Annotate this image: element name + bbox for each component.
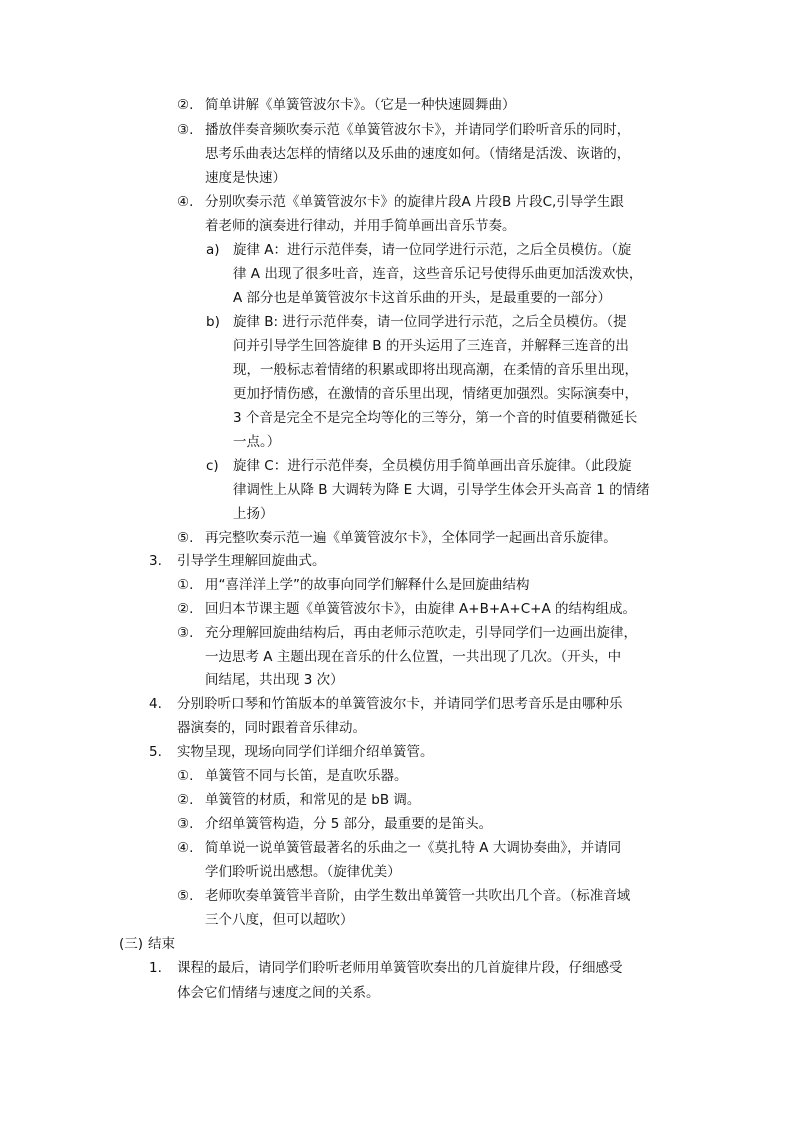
- text-line: 上扬）: [233, 506, 274, 522]
- text-line: 体会它们情绪与速度之间的关系。: [177, 985, 380, 1001]
- text-line: 一边思考 A 主题出现在音乐的什么位置，一共出现了几次。（开头，中: [205, 649, 622, 665]
- list-marker: ②.: [177, 601, 194, 617]
- text-line: 问并引导学生回答旋律 B 的开头运用了三连音，并解释三连音的出: [233, 338, 629, 354]
- list-marker: (三): [119, 936, 144, 952]
- text-line: 更加抒情伤感，在激情的音乐里出现，情绪更加强烈。实际演奏中，: [233, 386, 638, 402]
- text-line: 充分理解回旋曲结构后，再由老师示范吹走，引导同学们一边画出旋律，: [205, 625, 637, 641]
- text-line: 播放伴奏音频吹奏示范《单簧管波尔卡》，并请同学们聆听音乐的同时，: [205, 122, 631, 138]
- list-marker: ③.: [177, 122, 194, 138]
- list-marker: 1.: [149, 960, 162, 976]
- text-line: 简单说一说单簧管最著名的乐曲之一《莫扎特 A 大调协奏曲》，并请同: [205, 840, 622, 856]
- text-line: 简单讲解《单簧管波尔卡》。（它是一种快速圆舞曲）: [205, 97, 516, 113]
- text-line: 分别聆听口琴和竹笛版本的单簧管波尔卡，并请同学们思考音乐是由哪种乐: [177, 696, 623, 712]
- list-marker: b): [206, 314, 220, 330]
- list-marker: ①.: [177, 577, 194, 593]
- list-marker: ②.: [177, 97, 194, 113]
- text-line: 回归本节课主题《单簧管波尔卡》，由旋律 A+B+A+C+A 的结构组成。: [205, 601, 636, 617]
- text-line: 速度是快速）: [205, 170, 286, 186]
- text-line: 旋律 A：进行示范伴奏，请一位同学进行示范，之后全员模仿。（旋: [233, 242, 632, 258]
- text-line: A 部分也是单簧管波尔卡这首乐曲的开头，是最重要的一部分）: [233, 290, 612, 306]
- list-marker: c): [206, 458, 219, 474]
- text-line: 实物呈现，现场向同学们详细介绍单簧管。: [177, 744, 434, 760]
- text-line: 3 个音是完全不是完全均等化的三等分，第一个音的时值要稍微延长: [233, 410, 638, 426]
- text-line: 结束: [148, 936, 175, 952]
- text-line: 着老师的演奏进行律动，并用手简单画出音乐节奏。: [205, 218, 516, 234]
- text-line: 律 A 出现了很多吐音，连音，这些音乐记号使得乐曲更加活泼欢快，: [233, 266, 643, 282]
- text-line: 间结尾，共出现 3 次）: [205, 672, 344, 688]
- list-marker: ③.: [177, 816, 194, 832]
- text-line: 旋律 C：进行示范伴奏，全员模仿用手简单画出音乐旋律。（此段旋: [233, 458, 632, 474]
- text-line: 一点。）: [233, 434, 281, 450]
- list-marker: 5.: [149, 744, 162, 760]
- text-line: 再完整吹奏示范一遍《单簧管波尔卡》，全体同学一起画出音乐旋律。: [205, 530, 617, 546]
- text-line: 律调性上从降 B 大调转为降 E 大调，引导学生体会开头高音 1 的情绪: [233, 482, 650, 498]
- text-line: 学们聆听说出感想。（旋律优美）: [205, 864, 401, 880]
- text-line: 用“喜洋洋上学”的故事向同学们解释什么是回旋曲结构: [205, 577, 530, 593]
- text-line: 现，一般标志着情绪的积累或即将出现高潮，在柔情的音乐里出现，: [233, 362, 638, 378]
- text-line: 引导学生理解回旋曲式。: [177, 553, 326, 569]
- list-marker: 4.: [149, 696, 162, 712]
- text-line: 三个八度，但可以超吹）: [205, 912, 354, 928]
- text-line: 分别吹奏示范《单簧管波尔卡》的旋律片段A 片段B 片段C,引导学生跟: [205, 194, 624, 210]
- list-marker: ④.: [177, 194, 194, 210]
- list-marker: 3.: [149, 553, 162, 569]
- text-line: 老师吹奏单簧管半音阶，由学生数出单簧管一共吹出几个音。（标准音域: [205, 888, 631, 904]
- text-line: 器演奏的，同时跟着音乐律动。: [177, 720, 366, 736]
- list-marker: ⑤.: [177, 888, 194, 904]
- list-marker: a): [206, 242, 220, 258]
- text-line: 课程的最后，请同学们聆听老师用单簧管吹奏出的几首旋律片段，仔细感受: [177, 960, 623, 976]
- text-line: 旋律 B: 进行示范伴奏，请一位同学进行示范，之后全员模仿。（提: [233, 314, 627, 330]
- list-marker: ④.: [177, 840, 194, 856]
- text-line: 单簧管不同与长笛，是直吹乐器。: [205, 768, 408, 784]
- list-marker: ①.: [177, 768, 194, 784]
- list-marker: ⑤.: [177, 530, 194, 546]
- list-marker: ③.: [177, 625, 194, 641]
- text-line: 介绍单簧管构造，分 5 部分，最重要的是笛头。: [205, 816, 493, 832]
- list-marker: ②.: [177, 792, 194, 808]
- text-line: 单簧管的材质，和常见的是 bB 调。: [205, 792, 421, 808]
- text-line: 思考乐曲表达怎样的情绪以及乐曲的速度如何。（情绪是活泼、诙谐的，: [205, 146, 631, 162]
